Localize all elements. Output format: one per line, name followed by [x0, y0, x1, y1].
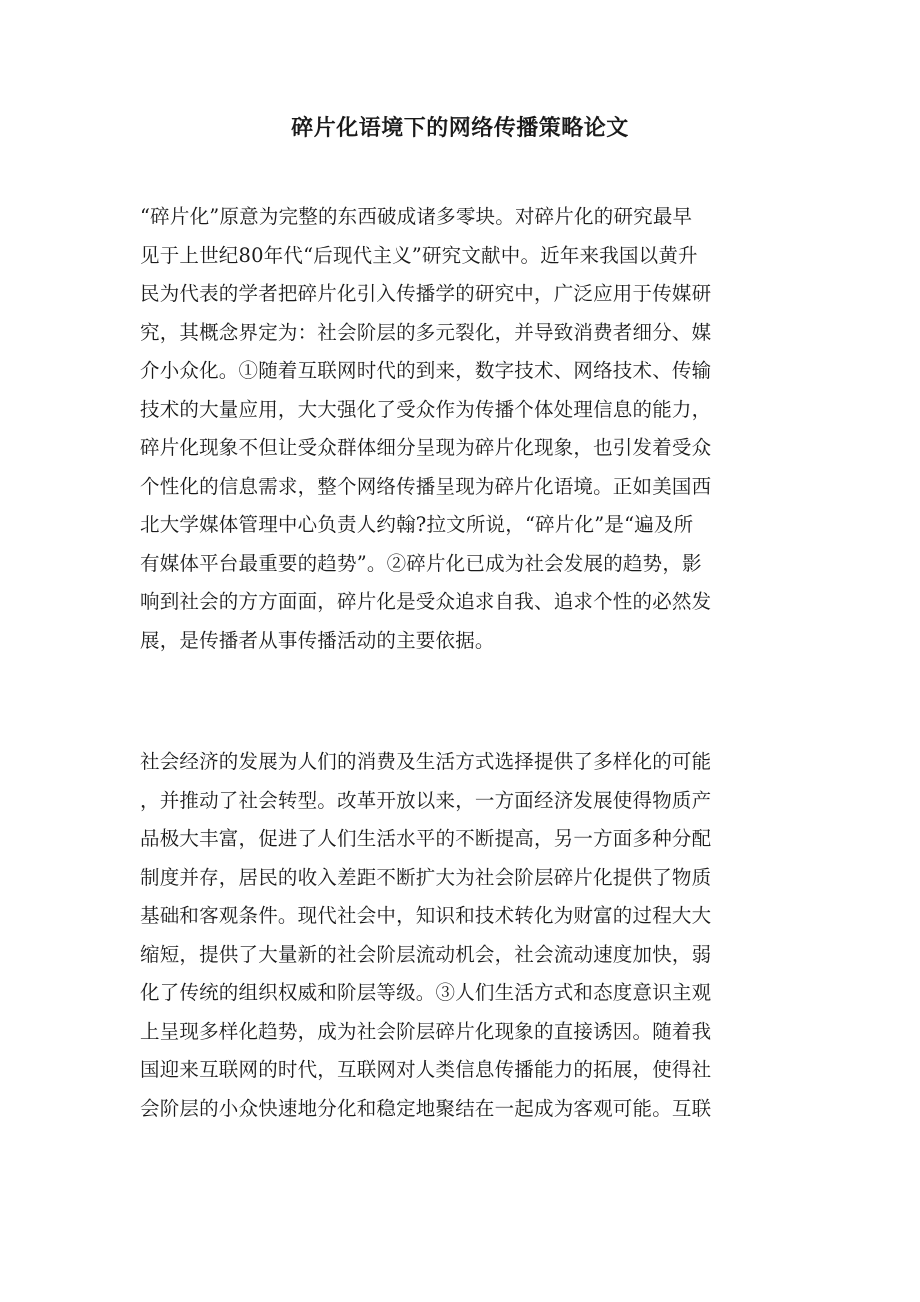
paragraph-line: 见于上世纪80年代“后现代主义”研究文献中。近年来我国以黄升	[140, 243, 698, 267]
paragraph-line: 介小众化。①随着互联网时代的到来，数字技术、网络技术、传输	[140, 359, 712, 382]
paragraph-line: 个性化的信息需求，整个网络传播呈现为碎片化语境。正如美国西	[140, 474, 712, 498]
paragraph-line: 品极大丰富，促进了人们生活水平的不断提高，另一方面多种分配	[140, 827, 712, 850]
paragraph-line: 化了传统的组织权威和阶层等级。③人们生活方式和态度意识主观	[140, 981, 712, 1004]
paragraph-line: 缩短，提供了大量新的社会阶层流动机会，社会流动速度加快，弱	[140, 942, 712, 966]
paragraph-line: “碎片化”原意为完整的东西破成诸多零块。对碎片化的研究最早	[140, 205, 693, 228]
paragraph-line: 国迎来互联网的时代，互联网对人类信息传播能力的拓展，使得社	[140, 1058, 712, 1081]
paragraph-line: 究，其概念界定为：社会阶层的多元裂化，并导致消费者细分、媒	[140, 320, 712, 344]
paragraph-line: 北大学媒体管理中心负责人约翰?拉文所说，“碎片化”是“遍及所	[140, 513, 694, 536]
paragraph-line: 上呈现多样化趋势，成为社会阶层碎片化现象的直接诱因。随着我	[140, 1019, 712, 1043]
paragraph-line: 响到社会的方方面面，碎片化是受众追求自我、追求个性的必然发	[140, 590, 712, 613]
paragraph-line: 碎片化现象不但让受众群体细分呈现为碎片化现象，也引发着受众	[140, 436, 712, 459]
paragraph-line: 会阶层的小众快速地分化和稳定地聚结在一起成为客观可能。互联	[140, 1096, 712, 1120]
paragraph-line: 社会经济的发展为人们的消费及生活方式选择提供了多样化的可能	[140, 750, 712, 773]
paragraph-2	[140, 743, 780, 1128]
paragraph-line: 制度并存，居民的收入差距不断扩大为社会阶层碎片化提供了物质	[140, 865, 712, 889]
paragraph-line: 技术的大量应用，大大强化了受众作为传播个体处理信息的能力，	[140, 397, 712, 421]
paragraph-line: 民为代表的学者把碎片化引入传播学的研究中，广泛应用于传媒研	[140, 282, 712, 305]
paragraph-line: 展，是传播者从事传播活动的主要依据。	[140, 628, 495, 652]
document-title: 碎片化语境下的网络传播策略论文	[291, 115, 629, 141]
paragraph-line: 基础和客观条件。现代社会中，知识和技术转化为财富的过程大大	[140, 904, 712, 927]
paragraph-line: 有媒体平台最重要的趋势”。②碎片化已成为社会发展的趋势，影	[140, 551, 702, 575]
paragraph-line: ，并推动了社会转型。改革开放以来，一方面经济发展使得物质产	[140, 788, 712, 812]
paragraph-1	[140, 198, 780, 660]
